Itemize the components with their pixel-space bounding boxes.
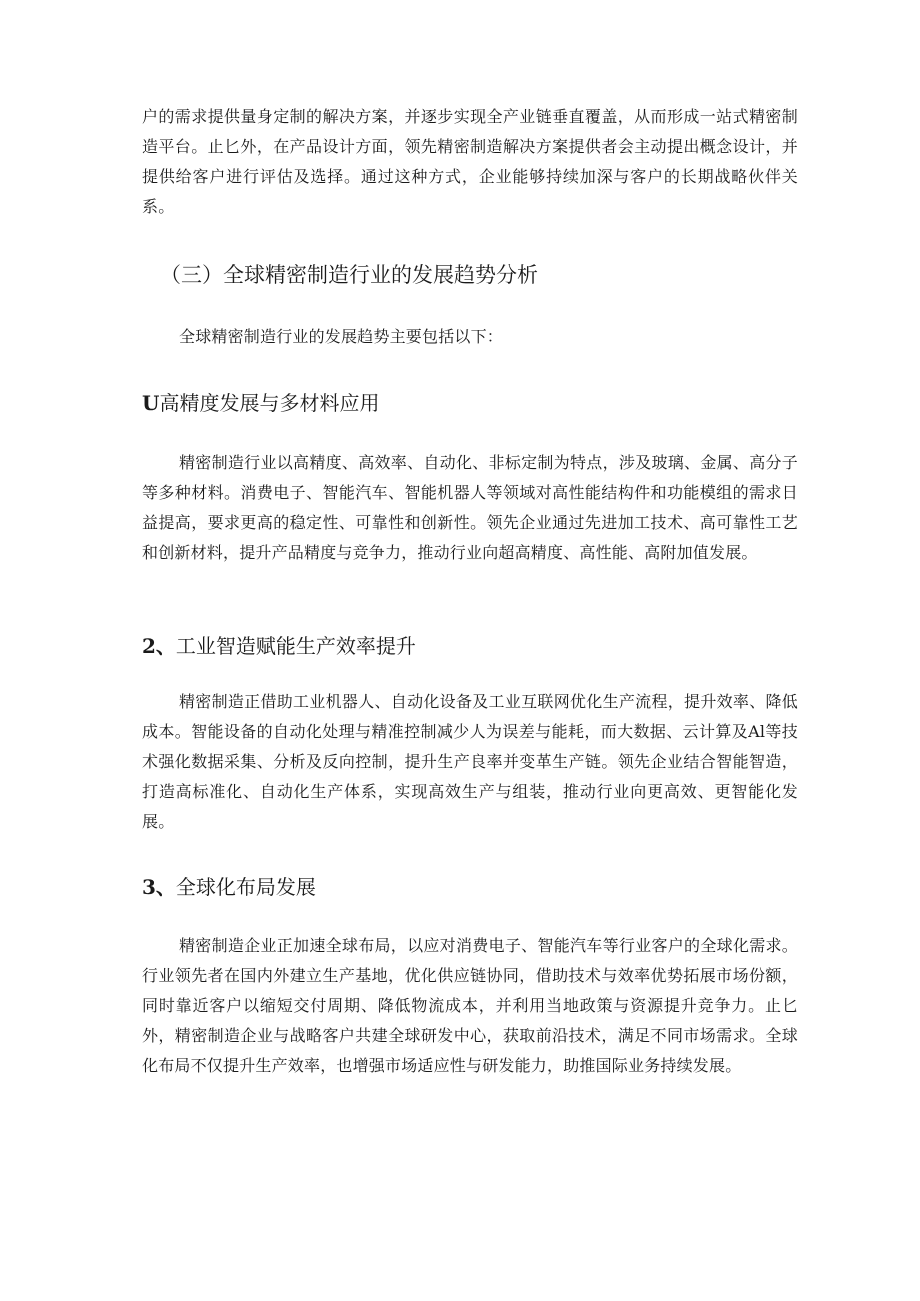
trend2-paragraph: 精密制造正借助工业机器人、自动化设备及工业互联网优化生产流程，提升效率、降低成本。智能设备的自动化处理与精准控制减少人为误差与能耗，而大数据、云计算及Al等技术强化数据采集、分析及反向控制，提升生产良率并变革生产链。领先企业结合智能智造，打造高标准化、自动化生产体系，实现高效生产与组装，推动行业向更高效、更智能化发展。 [142, 692, 798, 831]
intro-paragraph: 户的需求提供量身定制的解决方案，并逐步实现全产业链垂直覆盖，从而形成一站式精密制造平台。止匕外，在产品设计方面，领先精密制造解决方案提供者会主动提出概念设计，并提供给客户进行评估及选择。通过这种方式，企业能够持续加深与客户的长期战略伙伴关系。 [142, 107, 798, 216]
trend3-heading [142, 872, 316, 902]
trend1-number: U [142, 391, 160, 415]
trend2-heading [142, 631, 416, 661]
trend1-title: 高精度发展与多材料应用 [159, 391, 380, 415]
trend-lead-paragraph: 全球精密制造行业的发展趋势主要包括以下： [179, 327, 504, 346]
section-heading-trends: （三）全球精密制造行业的发展趋势分析 [160, 263, 538, 287]
trend3-title: 全球化布局发展 [175, 875, 316, 899]
trend2-number: 2、 [142, 634, 176, 658]
trend3-number: 3、 [142, 875, 176, 899]
trend2-title: 工业智造赋能生产效率提升 [175, 634, 416, 658]
trend3-paragraph: 精密制造企业正加速全球布局，以应对消费电子、智能汽车等行业客户的全球化需求。行业领先者在国内外建立生产基地，优化供应链协同，借助技术与效率优势拓展市场份额，同时靠近客户以缩短交付周期、降低物流成本，并利用当地政策与资源提升竞争力。止匕外，精密制造企业与战略客户共建全球研发中心，获取前沿技术，满足不同市场需求。全球化布局不仅提升生产效率，也增强市场适应性与研发能力，助推国际业务持续发展。 [142, 936, 798, 1075]
trend1-paragraph: 精密制造行业以高精度、高效率、自动化、非标定制为特点，涉及玻璃、金属、高分子等多种材料。消费电子、智能汽车、智能机器人等领域对高性能结构件和功能模组的需求日益提高，要求更高的稳定性、可靠性和创新性。领先企业通过先进加工技术、高可靠性工艺和创新材料，提升产品精度与竞争力，推动行业向超高精度、高性能、高附加值发展。 [142, 453, 798, 562]
trend1-heading [142, 388, 379, 418]
